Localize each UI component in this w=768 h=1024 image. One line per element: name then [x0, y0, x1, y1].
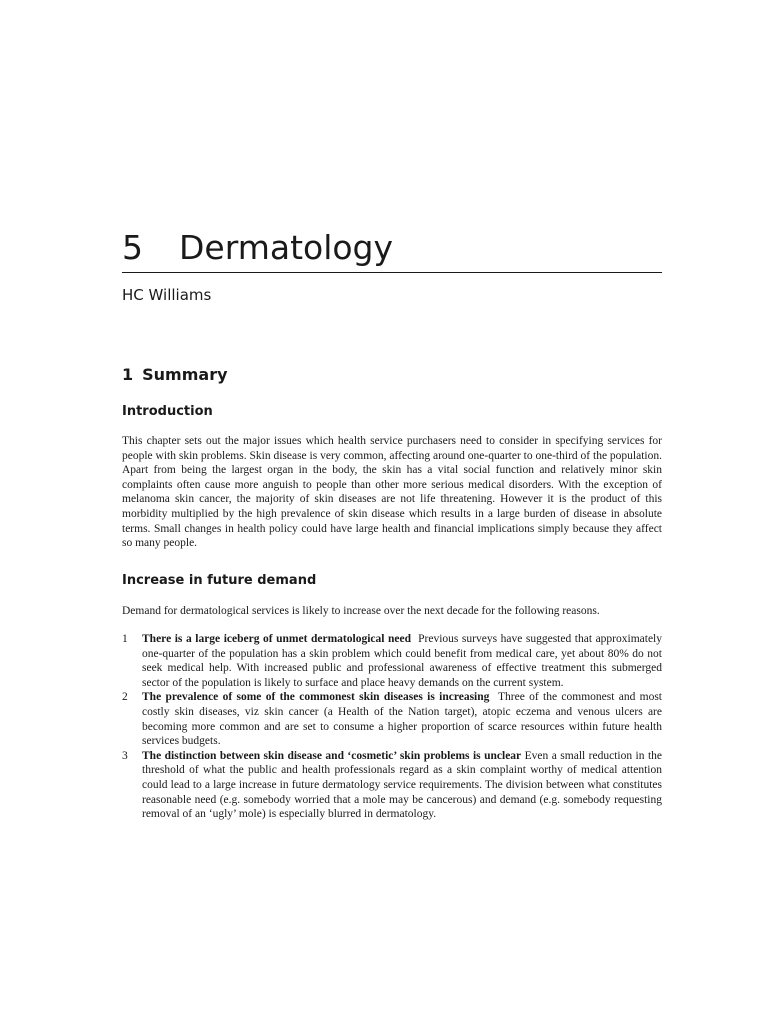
- demand-intro-paragraph: Demand for dermatological services is likely to increase over the next decade for the following reasons.: [122, 605, 600, 617]
- list-item: [122, 749, 662, 822]
- list-item-text: Even a small reduction in the threshold of what the public and health professionals regard as a skin complaint worthy of medical attention could lead to a large increase in future dermatology service requirements. The division between what constitutes reasonable need (e.g. somebody worried that a mole may be cancerous) and demand (e.g. somebody requesting removal of an ‘ugly’ mole) is especially blurred in dermatology.: [142, 749, 662, 821]
- chapter-title: [122, 226, 662, 272]
- list-item-lead: The distinction between skin disease and ‘cosmetic’ skin problems is unclear: [142, 749, 522, 762]
- chapter-author: HC Williams: [122, 286, 212, 304]
- introduction-heading: Introduction: [122, 404, 213, 419]
- list-item-number: 3: [122, 749, 128, 762]
- title-rule: [122, 272, 662, 273]
- list-item-lead: There is a large iceberg of unmet dermatological need: [142, 633, 412, 645]
- reasons-list: [122, 632, 662, 822]
- list-item-text: Three of the commonest and most costly skin diseases, viz skin cancer (a Health of the Nation target), atopic eczema and venous ulcers are becoming more common and are set to consume a higher proportion of scarce resources within future health services budgets.: [142, 691, 663, 748]
- list-item-number: 1: [122, 633, 128, 645]
- list-item-text: Previous surveys have suggested that approximately one-quarter of the population has a skin problem which could benefit from medical care, yet about 80% do not seek medical help. With increased public and professional awareness of effective treatment this submerged sector of the population is likely to surface and place heavy demands on the current system.: [142, 633, 662, 689]
- section-number: 1: [122, 365, 134, 384]
- list-item-number: 2: [122, 691, 128, 704]
- introduction-paragraph: This chapter sets out the major issues which health service purchasers need to consider in specifying services for people with skin problems. Skin disease is very common, affecting around one-quarter to one-third of the population. Apart from being the largest organ in the body, the skin has a vital social function and relatively minor skin complaints often cause more anguish to people than other more serious medical disorders. With the exception of melanoma skin cancer, the majority of skin diseases are not life threatening. However it is the product of this morbidity multiplied by the high prevalence of skin disease which results in a large burden of disease in absolute terms. Small changes in health policy could have large health and financial implications simply because they affect so many people.: [122, 435, 662, 550]
- chapter-title-text: Dermatology: [179, 228, 394, 267]
- list-item: [122, 632, 662, 690]
- list-item-lead: The prevalence of some of the commonest skin diseases is increasing: [142, 691, 490, 704]
- chapter-number: 5: [122, 228, 143, 267]
- demand-heading: Increase in future demand: [122, 573, 317, 588]
- section-title: Summary: [142, 365, 228, 384]
- section-heading: [122, 364, 228, 386]
- list-item: [122, 690, 662, 748]
